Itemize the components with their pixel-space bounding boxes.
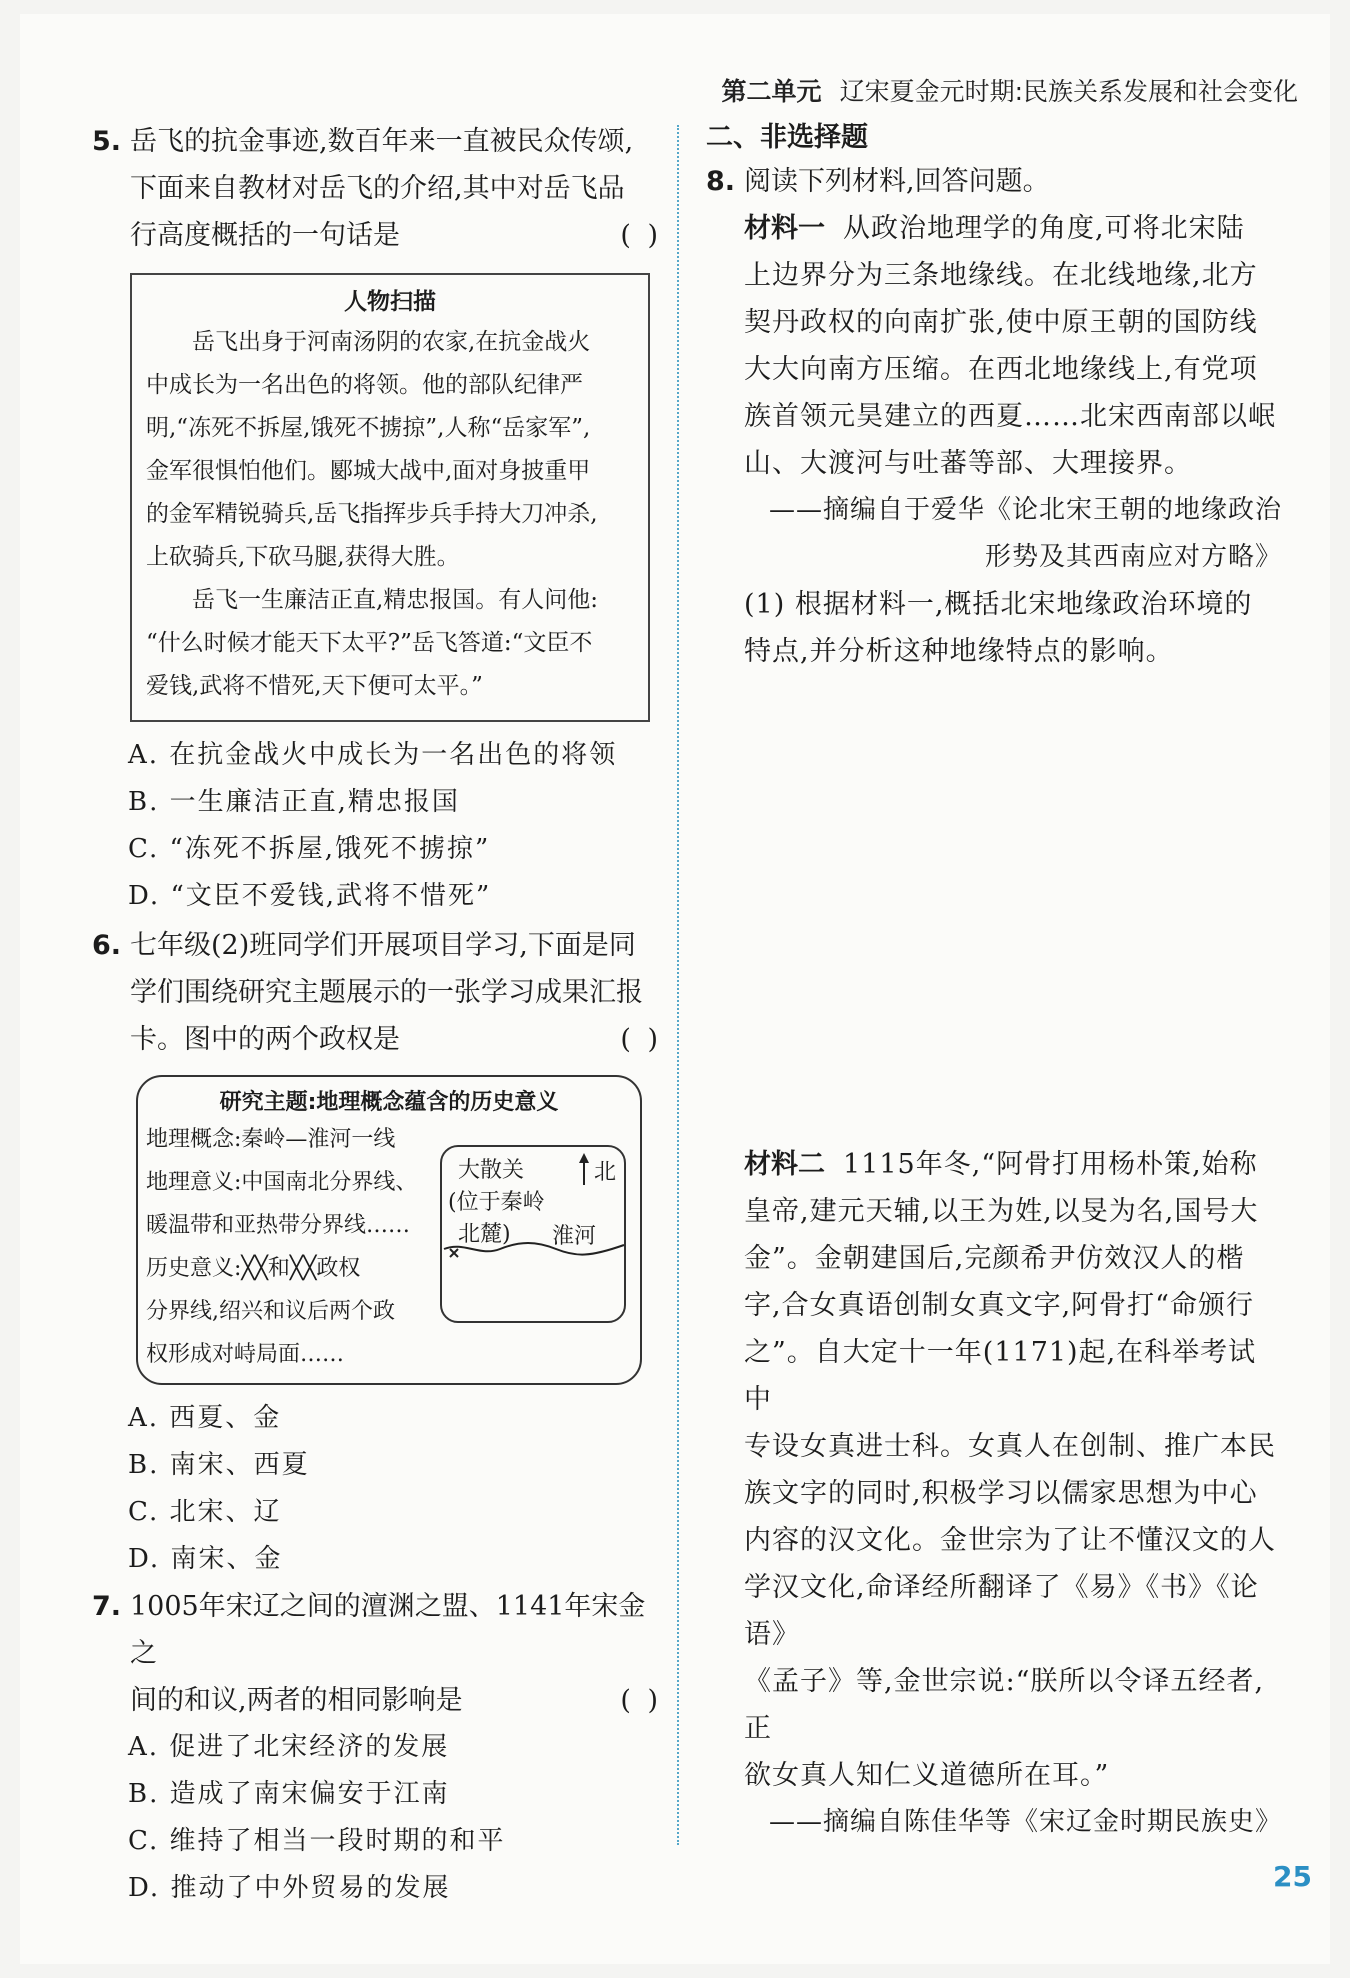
question-stem [130, 1583, 662, 1724]
right-column [706, 118, 1282, 1846]
card-line: 地理概念:秦岭—淮河一线 [146, 1127, 396, 1152]
subquestion-1 [744, 581, 1282, 675]
material-text: 欲女真人知仁义道德所在耳。” [744, 1760, 1110, 1791]
material-text: 契丹政权的向南扩张,使中原王朝的国防线 [744, 307, 1258, 338]
map-lines [440, 1145, 626, 1323]
box-title: 人物扫描 [344, 289, 436, 315]
material-text: 山、大渡河与吐蕃等部、大理接界。 [744, 448, 1192, 479]
option-d[interactable]: D. 南宋、金 [128, 1544, 283, 1574]
question-number: 7. [92, 1591, 122, 1622]
material-text: 之”。自大定十一年(1171)起,在科举考试中 [744, 1337, 1257, 1415]
card-line: 历史意义:╳╳和╳╳政权 [146, 1256, 361, 1281]
page-header [722, 72, 1298, 108]
question-number: 6. [92, 930, 122, 961]
option-a[interactable]: A. 西夏、金 [128, 1403, 282, 1433]
box-text: 明,“冻死不拆屋,饿死不掳掠”,人称“岳家军”, [146, 415, 591, 441]
option-d[interactable]: D. “文臣不爱钱,武将不惜死” [128, 881, 492, 911]
location-cross-icon [450, 1249, 458, 1257]
box-text: 上砍骑兵,下砍马腿,获得大胜。 [146, 544, 460, 570]
stem-line: 下面来自教材对岳飞的介绍,其中对岳飞品 [130, 173, 625, 204]
answer-blank[interactable]: ( ) [620, 1685, 662, 1716]
option-d[interactable]: D. 推动了中外贸易的发展 [128, 1873, 451, 1903]
question-stem [130, 922, 662, 1063]
report-card [136, 1075, 642, 1385]
question-6 [92, 922, 662, 1063]
option-b[interactable]: B. 一生廉洁正直,精忠报国 [128, 787, 460, 817]
box-text: 爱钱,武将不惜死,天下便可太平。” [146, 673, 483, 699]
material-text: 族首领元昊建立的西夏……北宋西南部以岷 [744, 401, 1276, 432]
answer-blank[interactable]: ( ) [620, 1024, 662, 1055]
material-1-source: 形势及其西南应对方略》 [984, 542, 1282, 572]
material-text: 学汉文化,命译经所翻译了《易》《书》《论语》 [744, 1572, 1259, 1650]
stem-line: 卡。图中的两个政权是 [130, 1024, 400, 1055]
question-stem: 阅读下列材料,回答问题。 [744, 166, 1050, 197]
option-c[interactable]: C. “冻死不拆屋,饿死不掳掠” [128, 834, 491, 864]
card-line: 分界线,绍兴和议后两个政 [146, 1299, 395, 1324]
material-text: 内容的汉文化。金世宗为了让不懂汉文的人 [744, 1525, 1276, 1556]
option-b[interactable]: B. 造成了南宋偏安于江南 [128, 1779, 450, 1809]
question-number: 8. [706, 166, 736, 197]
box-text: 岳飞一生廉洁正直,精忠报国。有人问他: [192, 587, 599, 613]
page-number: 25 [1273, 1860, 1312, 1893]
card-line: 地理意义:中国南北分界线、 [146, 1170, 418, 1195]
box-text: 金军很惧怕他们。郾城大战中,面对身披重甲 [146, 458, 591, 484]
material-label: 材料一 [744, 213, 825, 244]
material-text: 金”。金朝建国后,完颜希尹仿效汉人的楷 [744, 1243, 1245, 1274]
material-text: 字,合女真语创制女真文字,阿骨打“命颁行 [744, 1290, 1254, 1321]
material-2 [744, 1141, 1282, 1799]
material-2-source: ——摘编自陈佳华等《宋辽金时期民族史》 [768, 1807, 1282, 1837]
material-text: 上边界分为三条地缘线。在北线地缘,北方 [744, 260, 1258, 291]
card-line: 暖温带和亚热带分界线…… [146, 1213, 411, 1238]
map-note: 北麓) [458, 1222, 511, 1247]
stem-line: 学们围绕研究主题展示的一张学习成果汇报 [130, 977, 643, 1008]
material-1-source: ——摘编自于爱华《论北宋王朝的地缘政治 [768, 495, 1282, 525]
column-divider [677, 125, 679, 1845]
question-number: 5. [92, 126, 122, 157]
option-b[interactable]: B. 南宋、西夏 [128, 1450, 310, 1480]
map-label-dasanguan: 大散关 [458, 1158, 525, 1183]
north-arrowhead-icon [579, 1153, 589, 1163]
question-5 [92, 118, 662, 259]
box-text: 中成长为一名出色的将领。他的部队纪律严 [146, 372, 583, 398]
left-column [92, 118, 662, 1912]
material-text: 1115年冬,“阿骨打用杨朴策,始称 [843, 1149, 1258, 1180]
material-text: 族文字的同时,积极学习以儒家思想为中心 [744, 1478, 1258, 1509]
stem-line: 1005年宋辽之间的澶渊之盟、1141年宋金之 [130, 1591, 646, 1669]
map-note: (位于秦岭 [448, 1190, 545, 1215]
box-text: 岳飞出身于河南汤阴的农家,在抗金战火 [192, 329, 591, 355]
section-title: 二、非选择题 [706, 122, 868, 153]
figure-profile-box [130, 273, 650, 722]
unit-label: 第二单元 [721, 77, 822, 106]
answer-blank[interactable]: ( ) [620, 220, 662, 251]
stem-line: 行高度概括的一句话是 [130, 220, 400, 251]
question-8 [706, 158, 1282, 205]
subquestion-text: (1) 根据材料一,概括北宋地缘政治环境的 [744, 589, 1253, 620]
option-a[interactable]: A. 促进了北宋经济的发展 [128, 1732, 450, 1762]
material-1 [744, 205, 1282, 487]
material-text: 从政治地理学的角度,可将北宋陆 [843, 213, 1245, 244]
stem-line: 七年级(2)班同学们开展项目学习,下面是同 [130, 930, 636, 961]
map-label-huaihe: 淮河 [552, 1224, 597, 1249]
subquestion-text: 特点,并分析这种地缘特点的影响。 [744, 636, 1174, 667]
box-text: 的金军精锐骑兵,岳飞指挥步兵手持大刀冲杀, [146, 501, 598, 527]
option-a[interactable]: A. 在抗金战火中成长为一名出色的将领 [128, 740, 618, 770]
stem-line: 间的和议,两者的相同影响是 [130, 1685, 463, 1716]
map-sketch [440, 1145, 626, 1323]
stem-line: 岳飞的抗金事迹,数百年来一直被民众传颂, [130, 126, 634, 157]
option-c[interactable]: C. 维持了相当一段时期的和平 [128, 1826, 506, 1856]
huaihe-river-line [444, 1243, 624, 1255]
card-title: 研究主题:地理概念蕴含的历史意义 [219, 1090, 559, 1115]
map-label-north: 北 [594, 1160, 617, 1185]
card-line: 权形成对峙局面…… [146, 1342, 345, 1367]
option-c[interactable]: C. 北宋、辽 [128, 1497, 282, 1527]
unit-title: 辽宋夏金元时期:民族关系发展和社会变化 [839, 77, 1298, 106]
material-text: 大大向南方压缩。在西北地缘线上,有党项 [744, 354, 1258, 385]
material-label: 材料二 [744, 1149, 825, 1180]
material-text: 《孟子》等,金世宗说:“朕所以令译五经者,正 [744, 1666, 1265, 1744]
question-stem [130, 118, 662, 259]
question-7 [92, 1583, 662, 1724]
box-text: “什么时候才能天下太平?”岳飞答道:“文臣不 [146, 630, 593, 656]
material-text: 专设女真进士科。女真人在创制、推广本民 [744, 1431, 1276, 1462]
answer-space[interactable] [706, 675, 1282, 1141]
material-text: 皇帝,建元天辅,以王为姓,以旻为名,国号大 [744, 1196, 1259, 1227]
